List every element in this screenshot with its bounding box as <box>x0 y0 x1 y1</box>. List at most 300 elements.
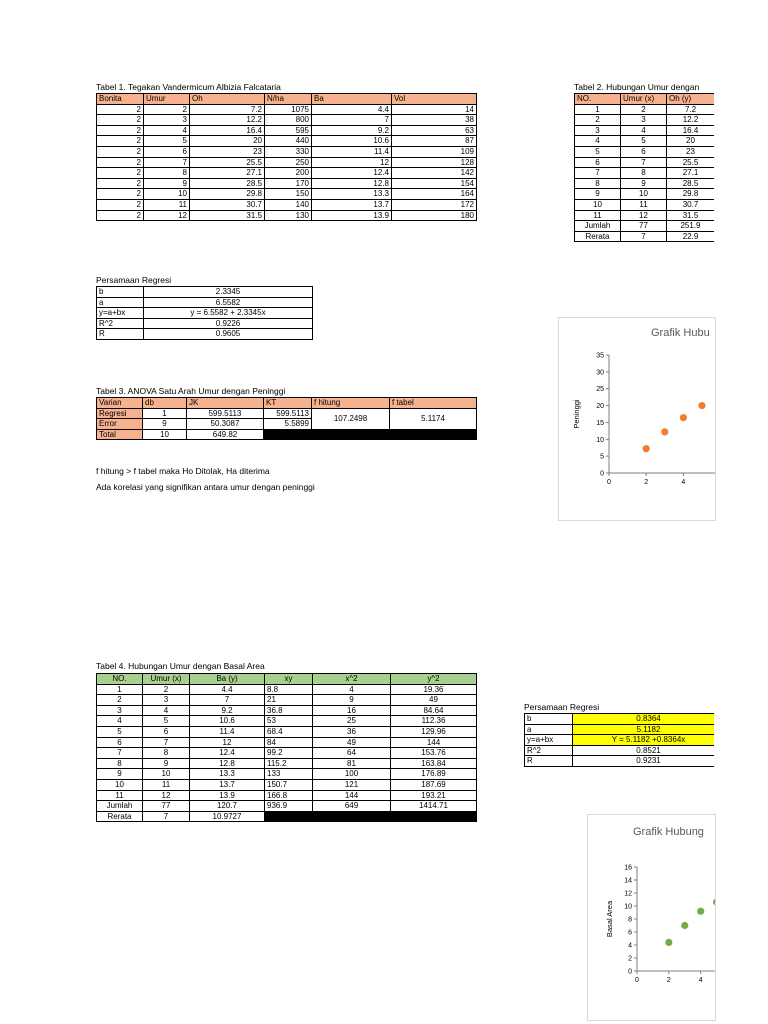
data-point <box>697 908 704 915</box>
chart1-plot <box>559 318 715 520</box>
cell: 12 <box>190 737 265 748</box>
cell: 20 <box>667 136 715 147</box>
cell: 12 <box>621 210 667 221</box>
cell: 49 <box>391 695 477 706</box>
table2-region <box>574 82 714 292</box>
cell: 1075 <box>265 104 312 115</box>
y-tick-label: 25 <box>596 386 604 394</box>
cell: 99.2 <box>265 748 313 759</box>
x-tick-label: 2 <box>666 977 671 984</box>
y-tick-label: 4 <box>628 942 632 950</box>
cell: 100 <box>313 769 391 780</box>
cell: 2 <box>97 199 144 210</box>
cell: 25 <box>313 716 391 727</box>
regression1-caption: Persamaan Regresi <box>96 275 172 285</box>
x-tick-label: 4 <box>681 479 686 486</box>
table-row <box>97 199 477 210</box>
x-tick-label: 2 <box>644 479 649 486</box>
chart1-title: Grafik Hubu <box>651 327 710 339</box>
cell: 27.1 <box>667 168 715 179</box>
cell: 0.9231 <box>573 756 715 767</box>
cell: 187.69 <box>391 779 477 790</box>
table-row <box>575 136 715 147</box>
cell: 599.5113 <box>187 408 264 419</box>
table1-caption: Tabel 1. Tegakan Vandermicum Albizia Falcataria <box>96 82 281 92</box>
cell: 153.76 <box>391 748 477 759</box>
table1 <box>96 93 477 221</box>
table-row <box>97 758 477 769</box>
cell: 77 <box>621 221 667 232</box>
table-row <box>575 146 715 157</box>
cell: 140 <box>265 199 312 210</box>
cell: 9 <box>575 189 621 200</box>
cell: 64 <box>313 748 391 759</box>
cell: 0.8521 <box>573 745 715 756</box>
cell: 28.5 <box>190 178 265 189</box>
cell: 1 <box>575 104 621 115</box>
cell: 251.9 <box>667 221 715 232</box>
cell: 13.7 <box>190 779 265 790</box>
column-header: KT <box>264 398 312 409</box>
cell: 2 <box>97 189 144 200</box>
y-tick-label: 12 <box>624 890 632 898</box>
cell: 121 <box>313 779 391 790</box>
table-row <box>575 104 715 115</box>
table-row <box>525 714 715 725</box>
cell: Jumlah <box>575 221 621 232</box>
table-row <box>575 157 715 168</box>
cell: Rerata <box>97 811 143 822</box>
cell: 12.2 <box>667 115 715 126</box>
cell: 4 <box>144 125 190 136</box>
table-row <box>525 735 715 746</box>
cell: 14 <box>392 104 477 115</box>
cell: 30.7 <box>190 199 265 210</box>
cell: 936.9 <box>265 801 313 812</box>
table-row <box>97 695 477 706</box>
cell: 29.8 <box>667 189 715 200</box>
cell: 4 <box>313 684 391 695</box>
cell: 166.8 <box>265 790 313 801</box>
cell: 28.5 <box>667 178 715 189</box>
cell: 23 <box>667 146 715 157</box>
table-row <box>525 724 715 735</box>
cell: Error <box>97 419 143 430</box>
cell: 2 <box>97 168 144 179</box>
table-row <box>97 308 313 319</box>
cell: 5.1182 <box>573 724 715 735</box>
data-point <box>698 402 705 409</box>
data-point <box>713 899 715 906</box>
table-row <box>97 737 477 748</box>
table2-header-row <box>575 94 715 105</box>
table-row <box>97 769 477 780</box>
cell: 7 <box>621 231 667 242</box>
cell: 6 <box>143 726 190 737</box>
cell: 599.5113 <box>264 408 312 419</box>
cell: 163.84 <box>391 758 477 769</box>
cell: 27.1 <box>190 168 265 179</box>
cell: 649.82 <box>187 429 264 440</box>
cell: 6.5582 <box>144 297 313 308</box>
y-tick-label: 30 <box>596 369 604 377</box>
cell: 144 <box>391 737 477 748</box>
cell: 7 <box>575 168 621 179</box>
cell: y=a+bx <box>525 735 573 746</box>
cell: 12.8 <box>312 178 392 189</box>
cell: 4 <box>97 716 143 727</box>
cell: 11 <box>97 790 143 801</box>
y-tick-label: 10 <box>624 903 632 911</box>
cell: 31.5 <box>190 210 265 221</box>
regression1-table <box>96 286 313 340</box>
y-tick-label: 0 <box>628 968 632 976</box>
table-row <box>97 684 477 695</box>
cell: 53 <box>265 716 313 727</box>
table-row <box>97 287 313 298</box>
cell: 176.89 <box>391 769 477 780</box>
cell: 10.6 <box>190 716 265 727</box>
cell: 10 <box>143 429 187 440</box>
y-tick-label: 10 <box>596 436 604 444</box>
column-header: Ba (y) <box>190 674 265 685</box>
cell: 50.3087 <box>187 419 264 430</box>
cell: 128 <box>392 157 477 168</box>
column-header: Vol <box>392 94 477 105</box>
cell: Regresi <box>97 408 143 419</box>
column-header: f tabel <box>390 398 477 409</box>
f-tabel-value: 5.1174 <box>390 408 477 429</box>
cell: 109 <box>392 146 477 157</box>
cell: 81 <box>313 758 391 769</box>
y-tick-label: 20 <box>596 403 604 411</box>
cell: 440 <box>265 136 312 147</box>
cell: 36 <box>313 726 391 737</box>
cell: 7.2 <box>190 104 265 115</box>
table-row <box>575 115 715 126</box>
cell: 0.8364 <box>573 714 715 725</box>
cell: 10.9727 <box>190 811 265 822</box>
column-header: f hitung <box>312 398 390 409</box>
cell: 16.4 <box>667 125 715 136</box>
anova-row-total <box>97 429 477 440</box>
cell: 6 <box>97 737 143 748</box>
y-tick-label: 0 <box>600 470 604 478</box>
column-header: Umur <box>144 94 190 105</box>
cell: 16.4 <box>190 125 265 136</box>
cell: 2 <box>621 104 667 115</box>
column-header: NO. <box>97 674 143 685</box>
cell: 38 <box>392 115 477 126</box>
column-header: Umur (x) <box>621 94 667 105</box>
table-row <box>575 199 715 210</box>
table-row <box>97 297 313 308</box>
cell: 5 <box>621 136 667 147</box>
blank-cell <box>264 429 477 440</box>
cell: 10.6 <box>312 136 392 147</box>
cell: 112.36 <box>391 716 477 727</box>
cell: 25.5 <box>667 157 715 168</box>
table-row <box>97 104 477 115</box>
cell: 2.3345 <box>144 287 313 298</box>
cell: 2 <box>97 104 144 115</box>
f-hitung-value: 107.2498 <box>312 408 390 429</box>
y-tick-label: 14 <box>624 877 632 885</box>
data-point <box>665 939 672 946</box>
x-tick-label: 0 <box>607 479 611 486</box>
cell: a <box>525 724 573 735</box>
cell: b <box>97 287 144 298</box>
table-row <box>97 115 477 126</box>
conclusion-note-2: Ada korelasi yang signifikan antara umur dengan peninggi <box>96 482 315 492</box>
cell: 3 <box>575 125 621 136</box>
table2-caption: Tabel 2. Hubungan Umur dengan <box>574 82 700 92</box>
table-row <box>97 716 477 727</box>
table4 <box>96 673 477 822</box>
y-axis-label: Basal Area <box>605 900 614 938</box>
table-row <box>575 189 715 200</box>
cell: 11.4 <box>312 146 392 157</box>
cell: b <box>525 714 573 725</box>
table-row <box>97 790 477 801</box>
cell: 49 <box>313 737 391 748</box>
cell: 164 <box>392 189 477 200</box>
column-header: Varian <box>97 398 143 409</box>
table-row <box>97 318 313 329</box>
cell: 330 <box>265 146 312 157</box>
chart2-box <box>587 814 716 1021</box>
cell: 11 <box>143 779 190 790</box>
cell: 172 <box>392 199 477 210</box>
cell: 2 <box>97 178 144 189</box>
table-row <box>575 168 715 179</box>
column-header: Oh (y) <box>667 94 715 105</box>
cell: 9.2 <box>312 125 392 136</box>
chart2-title: Grafik Hubung <box>633 826 704 838</box>
regression2-table <box>524 713 714 767</box>
cell: 77 <box>143 801 190 812</box>
cell: 8 <box>575 178 621 189</box>
y-tick-label: 2 <box>628 955 632 963</box>
cell: 7 <box>144 157 190 168</box>
cell: 8 <box>97 758 143 769</box>
cell: 13.9 <box>190 790 265 801</box>
cell: 22.9 <box>667 231 715 242</box>
data-point <box>681 922 688 929</box>
data-point <box>661 428 668 435</box>
cell: 150.7 <box>265 779 313 790</box>
table-row <box>97 210 477 221</box>
cell: 13.3 <box>190 769 265 780</box>
table-row <box>97 329 313 340</box>
cell: 3 <box>621 115 667 126</box>
regression2-caption: Persamaan Regresi <box>524 702 600 712</box>
cell: 12.4 <box>312 168 392 179</box>
y-tick-label: 5 <box>600 453 604 461</box>
cell: 7 <box>312 115 392 126</box>
cell: 9 <box>621 178 667 189</box>
cell: 180 <box>392 210 477 221</box>
cell: 2 <box>97 136 144 147</box>
cell: 9 <box>97 769 143 780</box>
cell: 3 <box>144 115 190 126</box>
cell: 133 <box>265 769 313 780</box>
table4-header-row <box>97 674 477 685</box>
cell: 29.8 <box>190 189 265 200</box>
cell: 8 <box>143 748 190 759</box>
table1-header-row <box>97 94 477 105</box>
cell: y=a+bx <box>97 308 144 319</box>
table-row <box>575 221 715 232</box>
cell: 2 <box>97 115 144 126</box>
cell: 11 <box>575 210 621 221</box>
y-tick-label: 6 <box>628 929 632 937</box>
cell: Rerata <box>575 231 621 242</box>
cell: 170 <box>265 178 312 189</box>
table-row <box>97 178 477 189</box>
data-point <box>643 445 650 452</box>
cell: 9.2 <box>190 705 265 716</box>
cell: 84.64 <box>391 705 477 716</box>
cell: 2 <box>144 104 190 115</box>
table-row <box>97 779 477 790</box>
column-header: NO. <box>575 94 621 105</box>
anova-table <box>96 397 477 440</box>
cell: 154 <box>392 178 477 189</box>
column-header: Bonita <box>97 94 144 105</box>
table-row <box>97 189 477 200</box>
column-header: Ba <box>312 94 392 105</box>
cell: 12.8 <box>190 758 265 769</box>
cell: 3 <box>97 705 143 716</box>
cell: 2 <box>143 684 190 695</box>
cell: 5.5899 <box>264 419 312 430</box>
y-tick-label: 15 <box>596 419 604 427</box>
cell: 10 <box>144 189 190 200</box>
table-row <box>97 726 477 737</box>
cell: 9 <box>313 695 391 706</box>
table-row <box>575 231 715 242</box>
anova-row-regresi <box>97 408 477 419</box>
cell: 2 <box>97 695 143 706</box>
y-tick-label: 35 <box>596 352 604 360</box>
cell: 10 <box>97 779 143 790</box>
table4-caption: Tabel 4. Hubungan Umur dengan Basal Area <box>96 661 265 671</box>
cell: 7.2 <box>667 104 715 115</box>
column-header: y^2 <box>391 674 477 685</box>
cell: 7 <box>97 748 143 759</box>
cell: 120.7 <box>190 801 265 812</box>
table-row <box>97 748 477 759</box>
column-header: Umur (x) <box>143 674 190 685</box>
cell: 130 <box>265 210 312 221</box>
table-row <box>97 705 477 716</box>
cell: 87 <box>392 136 477 147</box>
cell: 63 <box>392 125 477 136</box>
cell: 13.3 <box>312 189 392 200</box>
table2 <box>574 93 714 242</box>
cell: 12.4 <box>190 748 265 759</box>
cell: 142 <box>392 168 477 179</box>
cell: R^2 <box>97 318 144 329</box>
cell: 12 <box>312 157 392 168</box>
cell: 115.2 <box>265 758 313 769</box>
y-tick-label: 8 <box>628 916 632 924</box>
cell: 4.4 <box>190 684 265 695</box>
cell: 595 <box>265 125 312 136</box>
cell: 1 <box>143 408 187 419</box>
table-row <box>97 125 477 136</box>
cell: 11 <box>144 199 190 210</box>
cell: 68.4 <box>265 726 313 737</box>
cell: 84 <box>265 737 313 748</box>
table-row <box>575 125 715 136</box>
cell: 0.9605 <box>144 329 313 340</box>
cell: 21 <box>265 695 313 706</box>
table-row <box>525 745 715 756</box>
cell: 1414.71 <box>391 801 477 812</box>
x-tick-label: 0 <box>635 977 639 984</box>
cell: 9 <box>143 758 190 769</box>
cell: 5 <box>97 726 143 737</box>
cell: 10 <box>575 199 621 210</box>
cell: Y = 5.1182 +0.8364x <box>573 735 715 746</box>
cell: 12 <box>143 790 190 801</box>
cell: 7 <box>143 737 190 748</box>
cell: a <box>97 297 144 308</box>
cell: 9 <box>143 419 187 430</box>
cell: 4 <box>143 705 190 716</box>
cell: 5 <box>575 146 621 157</box>
cell: 7 <box>143 811 190 822</box>
table-row <box>525 756 715 767</box>
cell: 4.4 <box>312 104 392 115</box>
cell: 2 <box>575 115 621 126</box>
cell: 129.96 <box>391 726 477 737</box>
conclusion-note-1: f hitung > f tabel maka Ho Ditolak, Ha diterima <box>96 466 270 476</box>
cell: 31.5 <box>667 210 715 221</box>
blank-cell <box>265 811 477 822</box>
cell: 250 <box>265 157 312 168</box>
anova-header-row <box>97 398 477 409</box>
cell: 11.4 <box>190 726 265 737</box>
table-row <box>97 168 477 179</box>
chart2-plot <box>588 815 715 1020</box>
cell: 36.8 <box>265 705 313 716</box>
cell: 19.36 <box>391 684 477 695</box>
cell: 6 <box>621 146 667 157</box>
cell: 1 <box>97 684 143 695</box>
chart1-box <box>558 317 716 521</box>
cell: 23 <box>190 146 265 157</box>
cell: 7 <box>190 695 265 706</box>
table-row <box>97 157 477 168</box>
column-header: Oh <box>190 94 265 105</box>
cell: 4 <box>575 136 621 147</box>
cell: 150 <box>265 189 312 200</box>
cell: 200 <box>265 168 312 179</box>
cell: 144 <box>313 790 391 801</box>
cell: 193.21 <box>391 790 477 801</box>
table3-caption: Tabel 3. ANOVA Satu Arah Umur dengan Peninggi <box>96 386 286 396</box>
cell: 2 <box>97 125 144 136</box>
cell: 12 <box>144 210 190 221</box>
regression2-region <box>524 702 714 788</box>
x-tick-label: 4 <box>698 977 703 984</box>
cell: 20 <box>190 136 265 147</box>
cell: 30.7 <box>667 199 715 210</box>
cell: 8 <box>144 168 190 179</box>
